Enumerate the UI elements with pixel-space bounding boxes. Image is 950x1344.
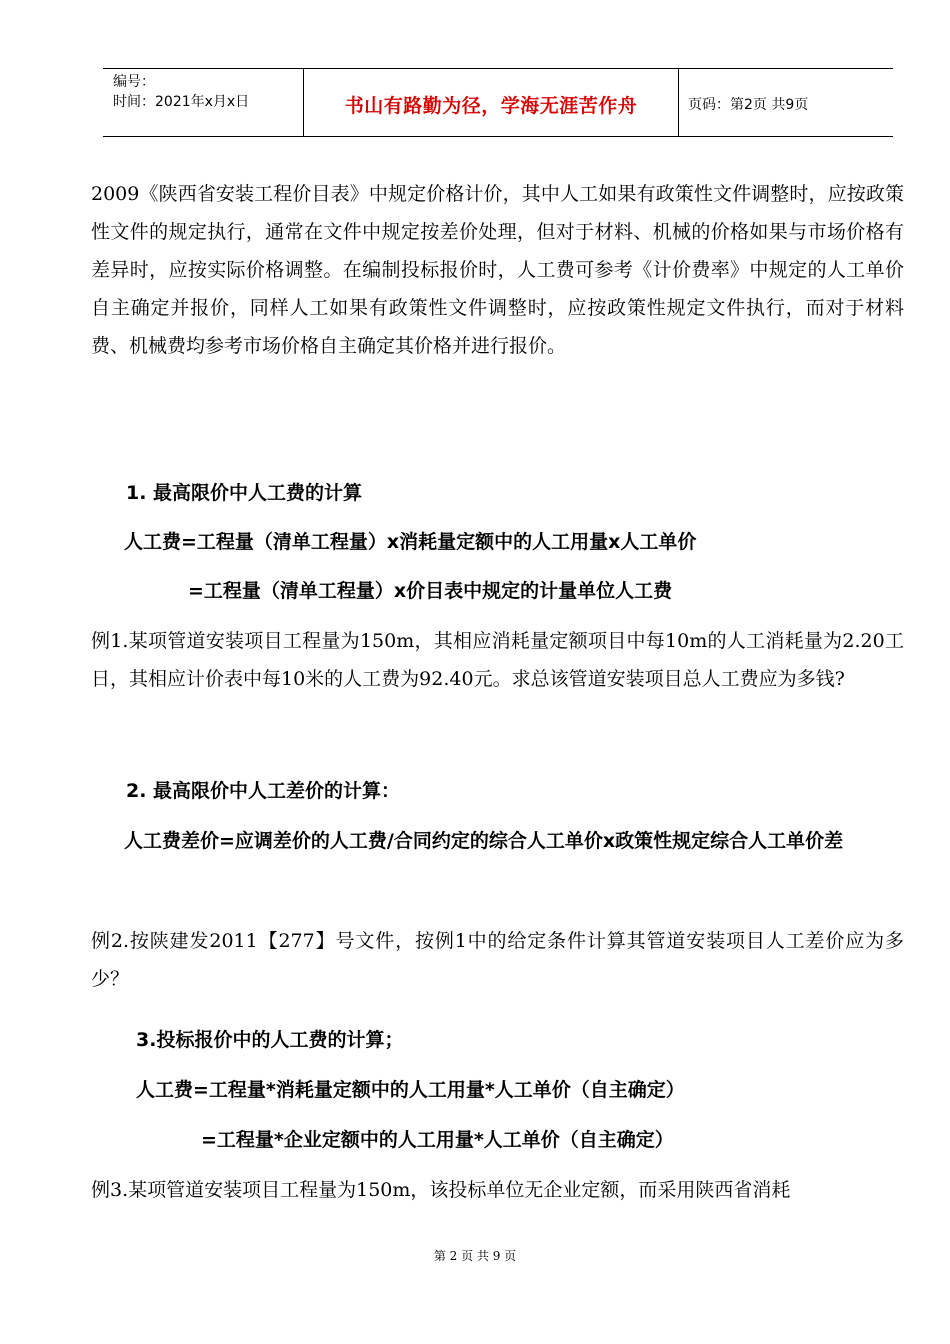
- time-label: 时间：2021年x月x日: [113, 94, 250, 110]
- example-3-text: 例3.某项管道安装项目工程量为150m，该投标单位无企业定额，而采用陕西省消耗: [91, 1179, 791, 1201]
- page-footer: 第 2 页 共 9 页: [433, 1249, 517, 1263]
- paragraph-intro: 2009《陕西省安装工程价目表》中规定价格计价，其中人工如果有政策性文件调整时，应按政策性文件的规定执行，通常在文件中规定按差价处理，但对于材料、机械的价格如果与市场价格有差异时，应按实际价格调整。在编制投标报价时，人工费可参考《计价费率》中规定的人工单价自主确定并报价，同样人工如果有政策性文件调整时，应按政策性规定文件执行，而对于材料费、机械费均参考市场价格自主确定其价格并进行报价。: [91, 183, 904, 357]
- formula-1b: =工程量（清单工程量）x价目表中规定的计量单位人工费: [188, 580, 673, 602]
- heading-1: 1. 最高限价中人工费的计算: [126, 482, 363, 504]
- formula-1a: 人工费=工程量（清单工程量）x消耗量定额中的人工用量x人工单价: [124, 531, 697, 553]
- page-header: [103, 68, 893, 137]
- document-body: [91, 175, 904, 365]
- header-right-cell: [678, 69, 893, 136]
- example-2-text: 例2.按陕建发2011【277】号文件，按例1中的给定条件计算其管道安装项目人工差价应为多少？: [91, 930, 904, 990]
- motto-text: 书山有路勤为径，学海无涯苦作舟: [344, 95, 638, 117]
- header-left-cell: [103, 69, 303, 136]
- example-3: [91, 1171, 904, 1209]
- example-1: [91, 622, 904, 698]
- number-label: 编号：: [113, 74, 155, 90]
- formula-2-text: 人工费差价=应调差价的人工费/合同约定的综合人工单价x政策性规定综合人工单价差: [124, 830, 844, 852]
- heading-3: 3.投标报价中的人工费的计算；: [136, 1029, 404, 1051]
- formula-3b: =工程量*企业定额中的人工用量*人工单价（自主确定）: [201, 1129, 674, 1151]
- formula-2: [91, 822, 904, 860]
- formula-3a: 人工费=工程量*消耗量定额中的人工用量*人工单价（自主确定）: [136, 1079, 685, 1101]
- heading-2: 2. 最高限价中人工差价的计算：: [126, 780, 401, 802]
- page-code: 页码：第2页 共9页: [688, 97, 809, 113]
- header-motto-cell: [303, 69, 679, 136]
- example-2: [91, 922, 904, 998]
- example-1-text: 例1.某项管道安装项目工程量为150m，其相应消耗量定额项目中每10m的人工消耗量为2.20工日，其相应计价表中每10米的人工费为92.40元。求总该管道安装项目总人工费应为多钱?: [91, 630, 904, 690]
